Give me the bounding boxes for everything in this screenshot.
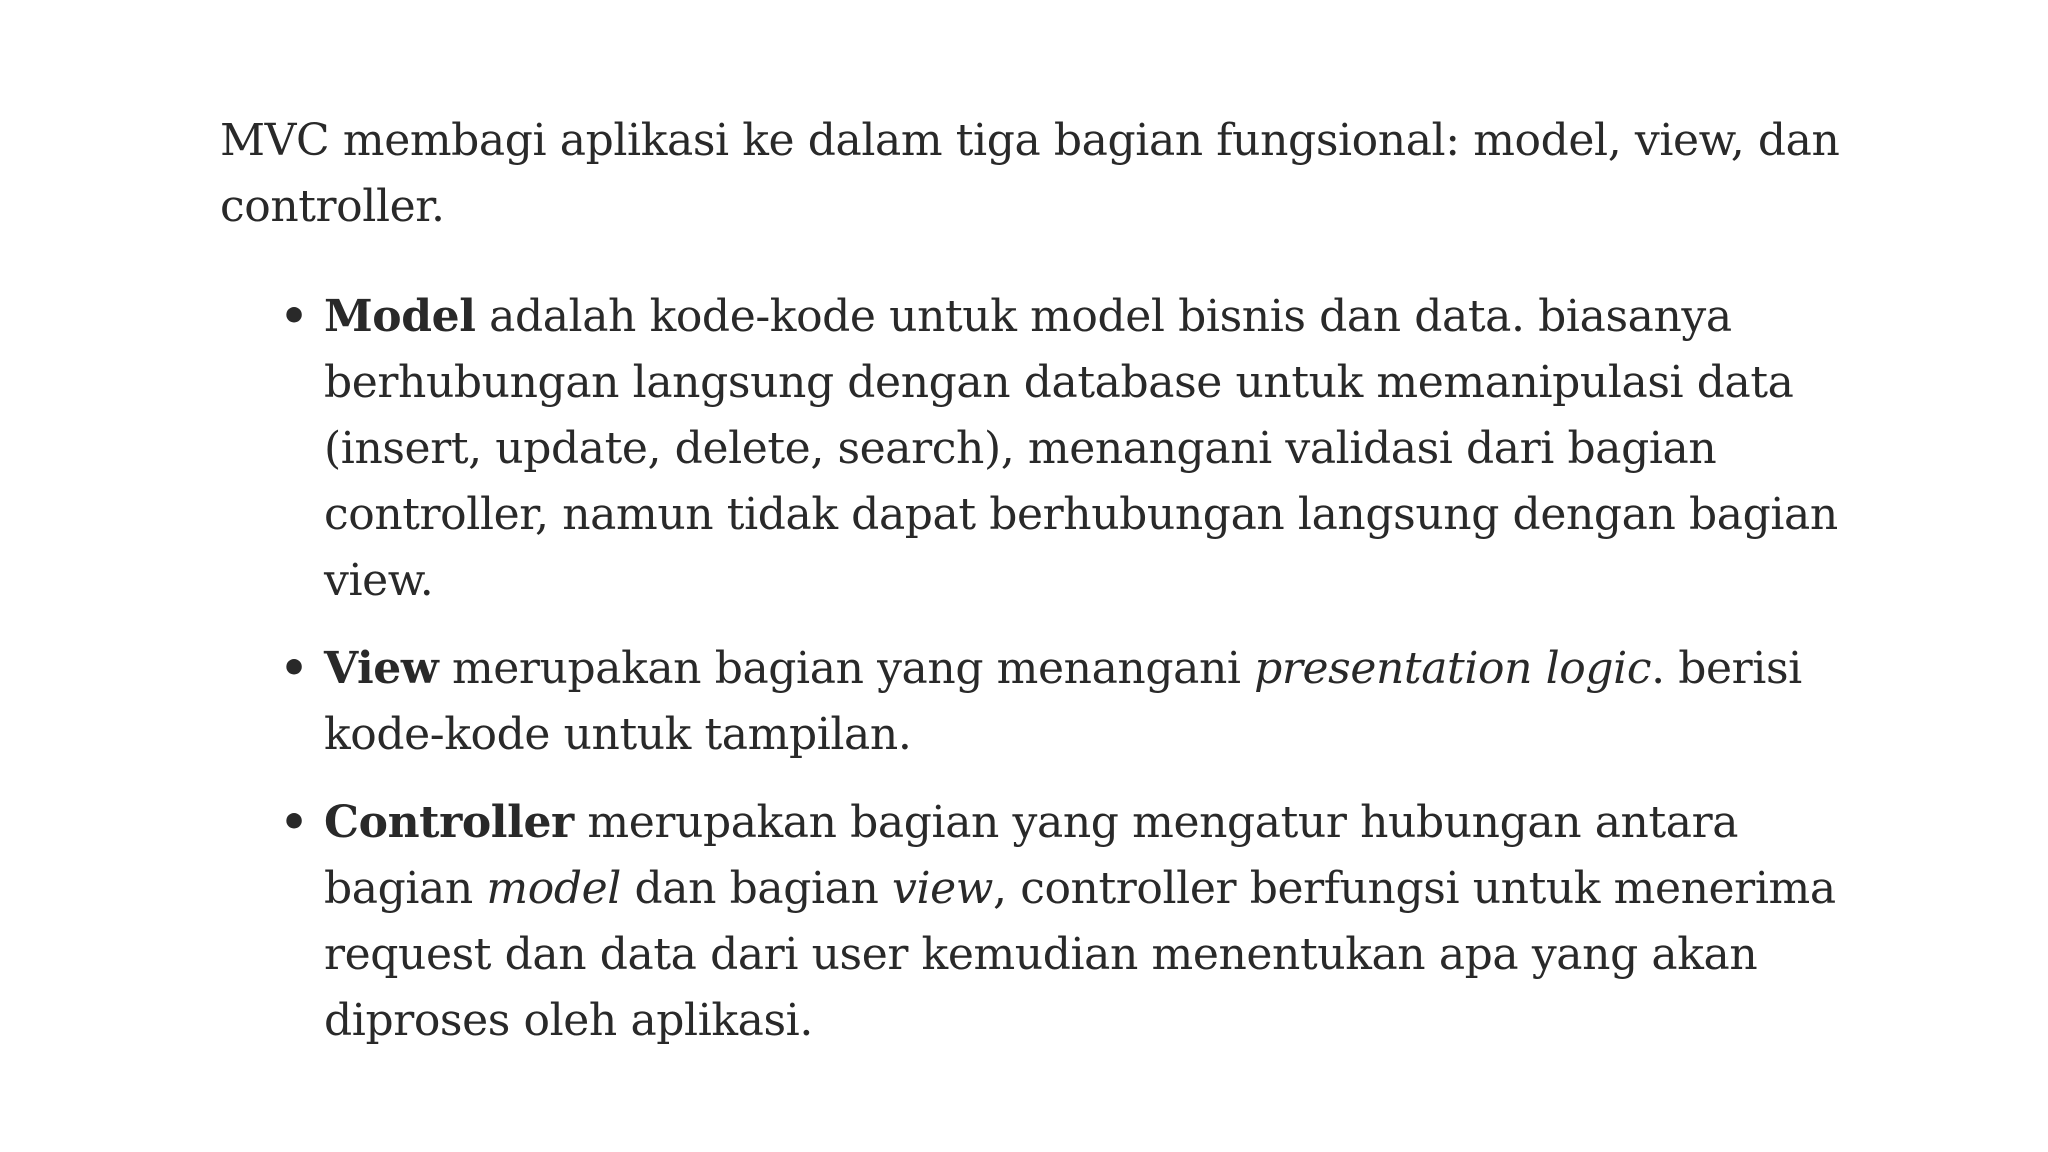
list-item-view [280, 636, 1880, 768]
emphasis-model: model [486, 863, 621, 914]
term-controller: Controller [324, 797, 574, 848]
view-description-part-2: . berisi kode-kode untuk tampilan. [324, 643, 1802, 760]
view-description-part-1: merupakan bagian yang menangani [438, 643, 1255, 694]
emphasis-presentation-logic: presentation logic [1254, 643, 1652, 694]
controller-description-part-1: merupakan bagian yang mengatur hubungan antara bagian [324, 797, 1739, 914]
model-description: adalah kode-kode untuk model bisnis dan data. biasanya berhubungan langsung dengan database untuk memanipulasi data (insert, update, delete, search), menangani validasi dari bagian controller, namun tidak dapat berhubungan langsung dengan bagian view. [324, 291, 1838, 606]
term-model: Model [324, 291, 476, 342]
bullet-icon: • [280, 291, 308, 342]
controller-description-part-2: dan bagian [620, 863, 893, 914]
emphasis-view: view [892, 863, 994, 914]
mvc-component-list [220, 284, 1880, 1054]
controller-description-part-3: , controller berfungsi untuk menerima request dan data dari user kemudian menentukan apa yang akan diproses oleh aplikasi. [324, 863, 1836, 1046]
list-item-model [280, 284, 1880, 614]
bullet-icon: • [280, 643, 308, 694]
bullet-icon: • [280, 797, 308, 848]
article-body [220, 108, 1880, 1076]
list-item-controller [280, 790, 1880, 1054]
intro-paragraph: MVC membagi aplikasi ke dalam tiga bagian fungsional: model, view, dan controller. [220, 115, 1840, 232]
term-view: View [324, 643, 439, 694]
